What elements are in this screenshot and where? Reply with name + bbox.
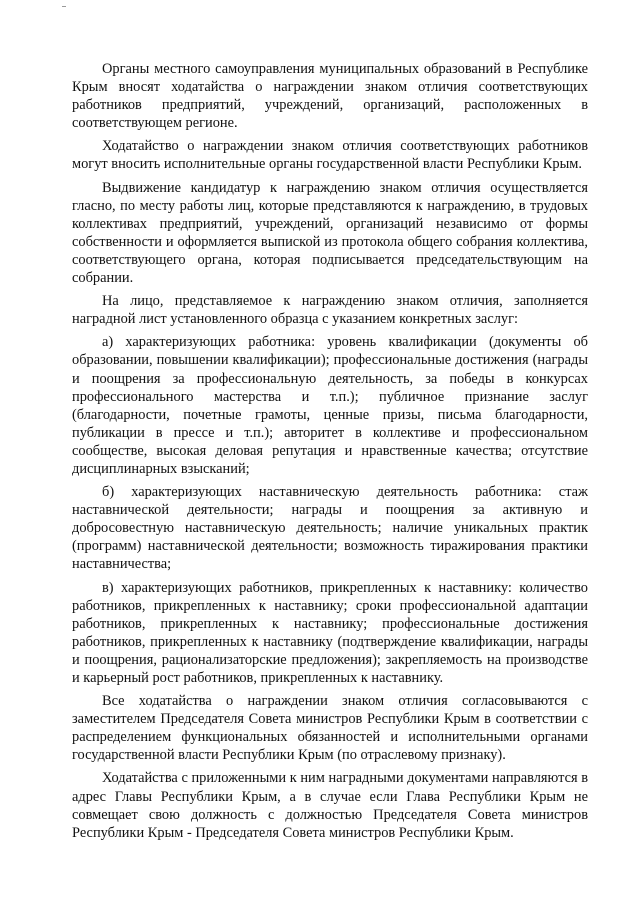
document-body [72, 60, 588, 847]
paragraph-submission: Ходатайства с приложенными к ним наградными документами направляются в адрес Главы Республики Крым, а в случае если Глава Республики Крым не совмещает свою должность с должностью Председателя Совета министров Республики Крым - Председателя Совета министров Республики Крым. [72, 770, 588, 841]
scan-speck [62, 6, 66, 7]
paragraph-approval: Все ходатайства о награждении знаком отличия согласовываются с заместителем Председателя Совета министров Республики Крым в соответствии с распределением функциональных обязанностей и исполнительными органами государственной власти Республики Крым (по отраслевому признаку). [72, 693, 588, 764]
paragraph-nomination: Выдвижение кандидатур к награждению знаком отличия осуществляется гласно, по месту работы лиц, которые представляются к награждению, в трудовых коллективах предприятий, учреждений, организаций независимо от формы собственности и оформляется выпиской из протокола общего собрания коллектива, соответствующего органа, которая подписывается председательствующим на собрании. [72, 179, 588, 287]
paragraph-item-a: а) характеризующих работника: уровень квалификации (документы об образовании, повышении квалификации); профессиональные достижения (награды и поощрения за профессиональную деятельность, за победы в конкурсах профессионального мастерства и т.п.); публичное признание заслуг (благодарности, почетные грамоты, ценные призы, письма благодарности, публикации в прессе и т.п.); авторитет в коллективе и профессиональном сообществе, высокая деловая репутация и нравственные качества; отсутствие дисциплинарных взысканий; [72, 334, 588, 477]
paragraph-local-authorities: Органы местного самоуправления муниципальных образований в Республике Крым вносят ходатайства о награждении знаком отличия соответствующих работников предприятий, учреждений, организаций, расположенных в соответствующем регионе. [72, 61, 588, 132]
paragraph-award-sheet: На лицо, представляемое к награждению знаком отличия, заполняется наградной лист установленного образца с указанием конкретных заслуг: [72, 293, 588, 328]
paragraph-executive-bodies: Ходатайство о награждении знаком отличия соответствующих работников могут вносить исполнительные органы государственной власти Республики Крым. [72, 138, 588, 173]
paragraph-item-c: в) характеризующих работников, прикрепленных к наставнику: количество работников, прикрепленных к наставнику; сроки профессиональной адаптации работников, прикрепленных к наставнику; профессиональные достижения работников, прикрепленных к наставнику (подтверждение квалификации, награды и поощрения, рационализаторские предложения); закрепляемость на производстве и карьерный рост работников, прикрепленных к наставнику. [72, 579, 588, 686]
paragraph-item-b: б) характеризующих наставническую деятельность работника: стаж наставнической деятельности; награды и поощрения за активную и добросовестную наставническую деятельность; наличие уникальных практик (программ) наставнической деятельности; возможность тиражирования практики наставничества; [72, 484, 588, 573]
